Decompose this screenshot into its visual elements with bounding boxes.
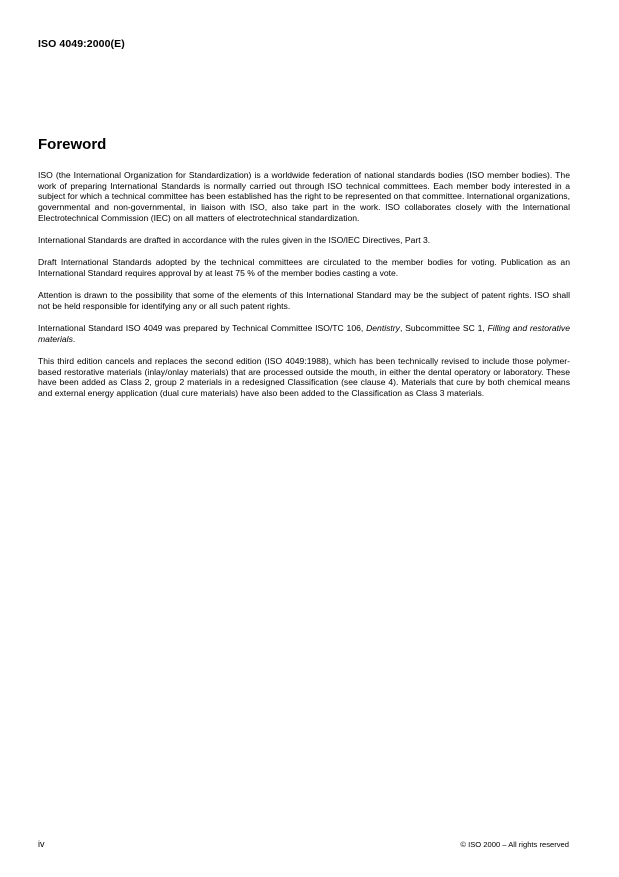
committee-name: Dentistry	[366, 323, 400, 334]
document-id-header: ISO 4049:2000(E)	[38, 38, 125, 50]
committee-text-3: .	[72, 333, 76, 344]
committee-text-1: International Standard ISO 4049 was prepared by Technical Committee ISO/TC 106,	[38, 323, 367, 334]
subcommittee-name: Filling and restorative materials	[38, 323, 570, 344]
paragraph-drafting-rules: International Standards are drafted in accordance with the rules given in the ISO/IEC Directives, Part 3.	[38, 235, 431, 246]
committee-text-2: , Subcommittee SC 1,	[399, 323, 488, 334]
page-number: iv	[38, 839, 45, 849]
paragraph-edition-notes: This third edition cancels and replaces the second edition (ISO 4049:1988), which has been technically revised to include those polymer-based restorative materials (inlay/onlay materials) that are processed outside the mouth, in either the dental operatory or laboratory. These have been added as Class 2, group 2 materials in a redesigned Classification (see clause 4). Materials that cure by both chemical means and external energy application (dual cure materials) have also been added to the Classification as Class 3 materials.	[38, 355, 570, 399]
paragraph-patent-rights: Attention is drawn to the possibility that some of the elements of this International Standard may be the subject of patent rights. ISO shall not be held responsible for identifying any or all such patent rights.	[38, 290, 570, 311]
paragraph-committee	[38, 323, 570, 344]
paragraph-iso-overview: ISO (the International Organization for Standardization) is a worldwide federation of national standards bodies (ISO member bodies). The work of preparing International Standards is normally carried out through ISO technical committees. Each member body interested in a subject for which a technical committee has been established has the right to be represented on that committee. International organizations, governmental and non-governmental, in liaison with ISO, also take part in the work. ISO collaborates closely with the International Electrotechnical Commission (IEC) on all matters of electrotechnical standardization.	[38, 170, 570, 223]
paragraph-voting: Draft International Standards adopted by the technical committees are circulated to the member bodies for voting. Publication as an International Standard requires approval by at least 75 % of the member bodies casting a vote.	[38, 257, 570, 278]
section-title: Foreword	[38, 136, 107, 153]
copyright-notice: © ISO 2000 – All rights reserved	[460, 840, 569, 849]
foreword-body	[38, 170, 570, 410]
